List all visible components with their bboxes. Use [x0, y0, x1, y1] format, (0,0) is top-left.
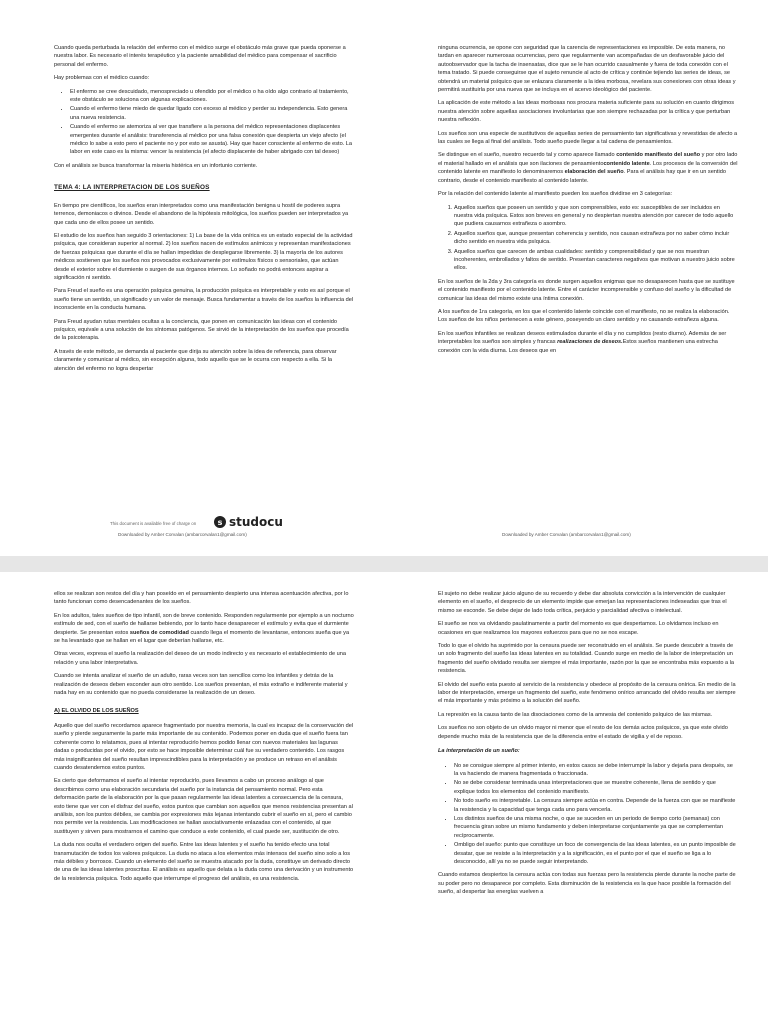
paragraph: Los sueños no son objeto de un olvido mayor ni menor que el resto de los demás actos psíquicos, ya que este olvido depende mucho más de la resistencia que de la diferencia entre el estado de vigilia y el de reposo.: [438, 725, 728, 740]
page-2-right-column: [438, 590, 738, 902]
text-run: cuando llega el momento de levantarse, entonces sueña que ya se ha levantado que se hallan en el lugar que deberían hallarse, etc.: [54, 629, 350, 645]
list-item: 3. Aquellos sueños que carecen de ambas cualidades: sentido y comprensibilidad y que se nos muestran incoherentes, embrollados y faltos de sentido. Presentan caracteres negativos que motivan a nuestro juicio sobre ellos.: [454, 248, 738, 273]
interpretation-list: [454, 762, 738, 867]
paragraph: [54, 612, 354, 646]
paragraph: La aplicación de este método a las ideas morbosas nos procura materia suficiente para su solución en cuanto dirigimos nuestra atención sobre aquellas asociaciones involuntarias que son siempre rechazadas por la crítica y que perturban nuestra reflexión.: [438, 100, 735, 124]
studocu-logo[interactable]: [214, 515, 283, 529]
paragraph: Cuando queda perturbada la relación del enfermo con el médico surge el obstáculo más grave que pueda oponerse a nuestra labor. Es necesario el interés terapéutico y la paciente amabilidad del médico para compensar el sacrificio personal del enfermo.: [54, 45, 346, 68]
paragraph: Con el análisis se busca transformar la miseria histérica en un infortunio corriente.: [54, 162, 258, 169]
page-1-left-column: [54, 44, 354, 378]
categories-list: [454, 204, 738, 273]
paragraph: Para Freud ayudan rutas mentales ocultas a la conciencia, que ponen en comunicación las ideas con el contenido psíquico, equivale a una solución de los síntomas patógenos. Se sirvió de la interpretación de los sueños que procedía de la psicoterapia.: [54, 318, 349, 342]
list-item: 2. Aquellos sueños que, aunque presentan coherencia y sentido, nos causan extrañeza por no saber cómo incluir dicho sentido en nuestra vida psíquica.: [454, 230, 738, 247]
paragraph: A través de este método, se demanda al paciente que dirija su atención sobre la idea de referencia, para observar claramente y comunicar al médico, sin excepción alguna, todo aquello que se le ocurra con respecto a ella. Si la atención del enfermo no logra despertar: [54, 348, 337, 372]
studocu-logo-text: studocu: [229, 515, 283, 529]
paragraph: En los sueños de la 2da y 3ra categoría es donde surgen aquellos enigmas que no desaparecen hasta que se sustituye el contenido manifiesto por el contenido latente. Entre el carácter incomprensible y confuso del sueño y la dificultad de comunicar las ideas del mismo existe una íntima conexión.: [438, 278, 735, 302]
list-item: • El enfermo se cree descuidado, menospreciado u ofendido por el médico o ha oído algo contrario al tratamiento, este obstáculo se soluciona con algunas explicaciones.: [70, 88, 354, 105]
paragraph: Para Freud el sueño es una operación psíquica genuina, la producción psíquica es interpretable y esto es así porque el sueño tiene un sentido, un significado y un valor de mensaje. Busca fundamentar a través de los sueños la influencia del inconsciente en la conducta humana.: [54, 288, 354, 312]
paragraph: El sueño se nos va olvidando paulatinamente a partir del momento es que despertamos. Lo olvidamos incluso en ocasiones en que realizamos los mayores esfuerzos para que no se nos escape.: [438, 621, 719, 636]
paragraph: Todo lo que el olvido ha suprimido por la censura puede ser reconstruido en el análisis. Se puede descubrir a través de un solo fragmento del sueño las ideas latentes en su totalidad. Cuando surge en medio de la labor de interpretación un fragmento del sueño olvidado resulta ser siempre el más importante, razón por la que se encontraba más expuesto a la resistencia.: [438, 643, 735, 675]
list-item: • No se consigue siempre al primer intento, en estos casos se debe interrumpir la labor y dejarla para después, se la va haciendo de manera fragmentada o fraccionada.: [454, 762, 738, 779]
paragraph: ninguna ocurrencia, se opone con seguridad que la carencia de representaciones es imposible. De esta manera, no tardan en aparecer numerosas ocurrencias, pero que regularmente van acompañadas de un desfavorable juicio del autoobservador que la tacha de insensatas, dice que se le han ocurrido casualmente y fuera de toda conexión con el tema tratado. Si puede conseguirse que el sujeto renuncie al acto de crítica y continúe tejiendo las series de ideas, se obtendrá un material psíquico que se enlazara claramente a la idea morbosa, revelara sus conexiones con otras ideas y permitirá sustituirla por una nueva que se incluya en el acervo ideológico del paciente.: [438, 45, 736, 94]
list-item: • Ombligo del sueño: punto que constituye un foco de convergencia de las ideas latentes, es un punto imposible de desatar, que se resiste a la interpretación y a la significación, es el punto por el que el sueño se liga a lo desconocido, allí ya no se puede seguir interpretando.: [454, 841, 738, 866]
list-item: • Cuando el enfermo se atemoriza al ver que transfiere a la persona del médico representaciones displacentes emergentes durante el análisis: transferencia al médico por una falsa conexión que despierta un viejo afecto (el médico lo sabe a esto pero el paciente no y por esto se asusta). Hay que hacer consciente al enfermo de esto. La labor en este caso es la misma: vencer la resistencia (el afecto displacente de haber abrigado con tal deseo): [70, 123, 354, 157]
paragraph: Hay problemas con el médico cuando:: [54, 75, 150, 82]
paragraph: Otras veces, expresa el sueño la realización del deseo de un modo indirecto y es necesario el establecimiento de una relación y una labor interpretativa.: [54, 651, 346, 666]
list-item: • Los distintos sueños de una misma noche, o que se suceden en un periodo de tiempo corto (semanas) con frecuencia giran sobre un mismo fundamento y deben interpretarse conjuntamente ya que se complementan recíprocamente.: [454, 815, 738, 840]
text-run: Estos sueños mantienen una estrecha conexión con la vida diurna. Los deseos que en: [438, 339, 718, 354]
paragraph: [438, 330, 738, 355]
page-separator: [0, 556, 768, 572]
paragraph: La represión es la causa tanto de las disociaciones como de la amnesia del contenido psíquico de las mismas.: [438, 711, 713, 718]
download-footer-left: Downloaded by Amber Corvalan (ambarcorvalan1@gmail.com): [118, 532, 247, 537]
bold-term: sueños de comodidad: [129, 629, 189, 636]
paragraph: En tiempo pre científicos, los sueños eran interpretados como una manifestación benigna u hostil de poderes supra terrenos, demoniacos o divinos. Desde el abandono de la hipótesis mitológica, los sueños pueden ser interpretados ya que cada uno de ellos posee un sentido.: [54, 202, 349, 226]
paragraph: A los sueños de 1ra categoría, en los que el contenido latente coincide con el manifiesto, no se realiza la elaboración. Los sueños de los niños pertenecen a este género, poseyendo un claro sentido y no causando extrañeza alguna.: [438, 308, 730, 324]
bold-term: contenido manifiesto del sueño: [616, 152, 701, 159]
text-run: . Los procesos de la conversión del contenido latente en manifiesto lo denominaremos: [438, 160, 738, 176]
paragraph: El sujeto no debe realizar juicio alguno de su recuerdo y debe dar absoluta convicción a la intervención de cualquier elemento en el sueño, el desprecio de un elemento impide que emerjan las representaciones indeseadas que tras el mismo se esconde. Se debe dejar de lado toda crítica, perjuicio y parcialidad afectiva o intelectual.: [438, 591, 727, 614]
paragraph: Cuando se intenta analizar el sueño de un adulto, raras veces son tan sencillos como los infantiles y detrás de la realización de deseos deben esconder aun otro sentido. Los sueños presentan, el más extraño e indiferente material y nada hay en su contenido que no pueda considerarse la realización de un deseo.: [54, 673, 348, 697]
list-item: 1. Aquellos sueños que poseen un sentido y que son comprensibles, esto es: susceptibles de ser incluidos en nuestra vida psíquica. Estos son breves en general y no despiertan nuestra atención por carecer de todo aquello que pudiera causarnos extrañeza o asombro.: [454, 204, 738, 229]
download-footer-right: Downloaded by Amber Corvalan (ambarcorvalan1@gmail.com): [502, 532, 631, 537]
paragraph: Cuando estamos despiertos la censura actúa con todas sus fuerzas pero la resistencia pierde durante la noche parte de su poder pero no desaparece por completo. Esta disminución de la resistencia es la que hace posible la formación del sueño, al despertar las energías vuelven a: [438, 872, 736, 896]
bold-italic-term: realizaciones de deseos.: [557, 339, 623, 346]
text-run: Se distingue en el sueño, nuestro recuerdo tal y como aparece llamado: [438, 152, 617, 159]
page-1-right-column: [438, 44, 738, 360]
document-page-2: [0, 572, 768, 1024]
paragraph: El estudio de los sueños han seguido 3 orientaciones: 1) La base de la vida onírica es un estado especial de la actividad psíquica, que consideran superior al normal. 2) los sueños nacen de estímulos anímicos y representan manifestaciones de fuerzas psíquicas que durante el día se hallan impedidas de desplegarse libremente. 3) la mayoría de los autores médicos sostienen que los sueños nos provocados exclusivamente por estímulos físicos o sensoriales, que actúan desde el exterior sobre el durmiente o surgen de sus órganos internos. Lo soñado no podrá entonces aspirar a significación ni sentido.: [54, 232, 353, 281]
paragraph: La duda nos oculta el verdadero origen del sueño. Entre las ideas latentes y el sueño ha tenido efecto una total transmutación de todos los valores psíquicos. La duda no ataca a los elementos más intensos del sueño sino solo a los más débiles y borrosos. Cuando un elemento del sueño se muestra atacado por la duda, constituye un derivado directo de una de las ideas latentes proscritas. El análisis es aquello que delata a la duda como una derivación y un instrumento de la resistencia psíquica. Todo aquello que interrumpe el progreso del análisis, es una resistencia.: [54, 842, 354, 882]
list-item: • Cuando el enfermo tiene miedo de quedar ligado con exceso al médico y perder su independencia. Esto genera una nueva resistencia.: [70, 105, 354, 122]
page-2-left-column: [54, 590, 354, 888]
text-run: En los adultos, tales sueños de tipo infantil, son de breve contenido. Responden regularmente por ejemplo a un nocturno estímulo de sed, con el sueño de hallarse bebiendo, por lo tanto hace desaparecer el estímulo y evita que el durmiente despierte. Se presentan estos: [54, 612, 354, 636]
paragraph: Aquello que del sueño recordamos aparece fragmentado por nuestra memoria, la cual es incapaz de la conservación del sueño y pierde seguramente la parte más importante de su contenido. Podemos poner en duda que el sueño fuera tan coherente como lo relatamos, pues al intentar reproducirlo hemos podido llenar con nuevos materiales las lagunas dadas o producidas por el olvido, por esto se hace imposible determinar cuál fue su verdadero contenido. Los rasgos más insignificantes del sueño resultan imprescindibles para la interpretación y se produce un retraso en el análisis cuando desatendemos estos puntos.: [54, 722, 354, 771]
paragraph: [438, 151, 738, 185]
studocu-logo-icon: s: [214, 516, 226, 528]
availability-note: This document is available free of charge on: [110, 521, 197, 526]
text-run: . Para el análisis hay que ir en un sentido contrario, desde el contenido manifiesto al contenido latente.: [438, 169, 726, 184]
section-heading: TEMA 4: LA INTERPRETACION DE LOS SUEÑOS: [54, 184, 210, 192]
paragraph: Por la relación del contenido latente al manifiesto pueden los sueños dividirse en 3 categorías:: [438, 191, 673, 198]
list-item: • No se debe considerar terminada unas interpretaciones que se muestre coherente, llena de sentido y que explique todos los elementos del contenido manifiesto.: [454, 779, 738, 796]
bold-term: elaboración del sueño: [564, 169, 624, 176]
paragraph: ellos se realizan son restos del día y han poseído en el pensamiento despierto una intensa acentuación afectiva, por lo tanto funcionan como desencadenantes de los sueños.: [54, 591, 349, 606]
text-run: y por otro lado el material hallado en el análisis que son ilaciones de pensamiento: [438, 152, 738, 167]
text-run: En los sueños infantiles se realizan deseos estimulados durante el día y no cumplidos (resto diurno). Además de ser interpretables los sueños son simples y francas: [438, 330, 727, 346]
paragraph: Es cierto que deformamos el sueño al intentar reproducirlo, pues llevamos a cabo un proceso análogo al que describimos como una elaboración secundaria del sueño por la instancia del pensamiento normal. Pero esta deformación parte de la elaboración por la que pasan regularmente las ideas latentes a consecuencia de la censura, esto tiene que ver con el disfraz del sueño, estos puntos que cambian son aquellos que menos resistencias presentan al análisis, son los puntos débiles, se cambia por expresiones más lejanas intentando cubrir el sueño en sí, pero el cambio nos permite ver la resistencia. Las modificaciones se hallan asociativamente enlazadas con el contenido, al que sustituyen y sirven para mostrarnos el camino que conduce a este contenido, el cual puede ser, sustitución de otro.: [54, 778, 353, 835]
paragraph: Los sueños son una especie de sustitutivos de aquellas series de pensamiento tan significativas y revestidas de afecto a las cuales se llega al final del análisis. Todo sueño puede llegar a tal cadena de pensamientos.: [438, 130, 738, 146]
bold-term: contenido latente: [603, 160, 650, 167]
paragraph: El olvido del sueño esta puesto al servicio de la resistencia y obedece al propósito de la censura onírica. En medio de la labor de interpretación, emerge un fragmento del sueño, este fenómeno onírico arrancado del olvido resulta ser siempre el más importante y más próximo a la solución del sueño.: [438, 681, 736, 705]
list-item: • No todo sueño es interpretable. La censura siempre actúa en contra. Depende de la fuerza con que se manifieste la resistencia y la capacidad que tenga cada uno para vencerla.: [454, 797, 738, 814]
problems-list: [70, 88, 354, 157]
section-heading: A) EL OLVIDO DE LOS SUEÑOS: [54, 708, 139, 715]
section-heading: La interpretación de un sueño:: [438, 748, 520, 755]
